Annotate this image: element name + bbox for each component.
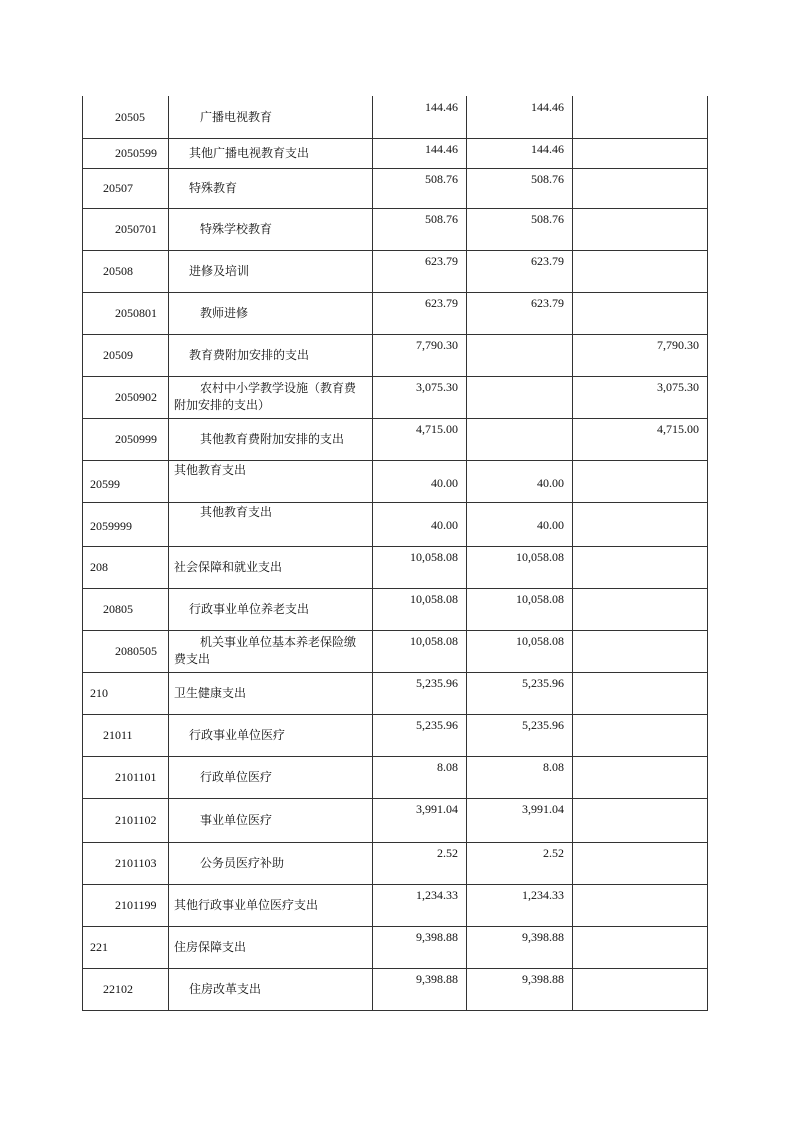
- row-code: 2050902: [115, 390, 157, 404]
- row-code: 22102: [103, 982, 133, 996]
- row-name: 住房改革支出: [189, 982, 262, 996]
- amount-col-1: 9,398.88: [416, 972, 458, 986]
- row-name: 其他教育支出: [200, 505, 273, 519]
- table-column-line: [466, 96, 467, 1010]
- table-row-line: [82, 168, 708, 169]
- row-name: 机关事业单位基本养老保险缴费支出: [174, 635, 357, 666]
- amount-col-2: 623.79: [531, 296, 564, 310]
- amount-col-2: 40.00: [537, 476, 564, 490]
- row-name: 农村中小学教学设施（教育费附加安排的支出）: [174, 381, 357, 412]
- row-code: 2101199: [115, 898, 157, 912]
- row-name: 进修及培训: [189, 264, 250, 278]
- amount-col-1: 508.76: [425, 212, 458, 226]
- amount-col-1: 4,715.00: [416, 422, 458, 436]
- row-code: 2050599: [115, 146, 157, 160]
- row-code: 2080505: [115, 644, 157, 658]
- row-name: 事业单位医疗: [200, 813, 273, 827]
- amount-col-2: 2.52: [543, 846, 564, 860]
- amount-col-1: 2.52: [437, 846, 458, 860]
- amount-col-2: 508.76: [531, 172, 564, 186]
- row-code: 2050801: [115, 306, 157, 320]
- amount-col-1: 7,790.30: [416, 338, 458, 352]
- table-row-line: [82, 418, 708, 419]
- row-code: 20507: [103, 181, 133, 195]
- table-column-line: [372, 96, 373, 1010]
- row-code: 20805: [103, 602, 133, 616]
- amount-col-1: 10,058.08: [410, 592, 458, 606]
- row-name: 公务员医疗补助: [200, 856, 285, 870]
- amount-col-1: 40.00: [431, 476, 458, 490]
- row-code: 20508: [103, 264, 133, 278]
- amount-col-1: 508.76: [425, 172, 458, 186]
- amount-col-1: 3,991.04: [416, 802, 458, 816]
- table-row-line: [82, 334, 708, 335]
- table-row-line: [82, 138, 708, 139]
- amount-col-1: 3,075.30: [416, 380, 458, 394]
- row-name: 特殊学校教育: [200, 222, 273, 236]
- table-row-line: [82, 208, 708, 209]
- amount-col-2: 5,235.96: [522, 676, 564, 690]
- amount-col-1: 5,235.96: [416, 718, 458, 732]
- table-row-line: [82, 672, 708, 673]
- amount-col-2: 9,398.88: [522, 972, 564, 986]
- row-code: 210: [90, 686, 108, 700]
- row-name: 广播电视教育: [200, 110, 273, 124]
- row-name: 教育费附加安排的支出: [189, 348, 310, 362]
- row-code: 2101102: [115, 813, 157, 827]
- table-row-line: [82, 292, 708, 293]
- table-row-line: [82, 926, 708, 927]
- amount-col-2: 144.46: [531, 142, 564, 156]
- row-name: 行政事业单位养老支出: [189, 602, 310, 616]
- amount-col-1: 8.08: [437, 760, 458, 774]
- row-code: 2101101: [115, 770, 157, 784]
- table-row-line: [82, 756, 708, 757]
- table-row-line: [82, 376, 708, 377]
- row-name: 行政单位医疗: [200, 770, 273, 784]
- amount-col-1: 1,234.33: [416, 888, 458, 902]
- amount-col-1: 10,058.08: [410, 634, 458, 648]
- amount-col-3: 3,075.30: [657, 380, 699, 394]
- table-column-line: [707, 96, 708, 1010]
- table-row-line: [82, 1010, 708, 1011]
- row-name: 其他教育支出: [174, 463, 247, 477]
- amount-col-2: 8.08: [543, 760, 564, 774]
- row-code: 20599: [90, 477, 120, 491]
- table-row-line: [82, 546, 708, 547]
- amount-col-2: 144.46: [531, 100, 564, 114]
- table-row-line: [82, 798, 708, 799]
- table-row-line: [82, 460, 708, 461]
- amount-col-1: 144.46: [425, 142, 458, 156]
- row-code: 221: [90, 940, 108, 954]
- table-row-line: [82, 968, 708, 969]
- row-code: 21011: [103, 728, 133, 742]
- table-row-line: [82, 588, 708, 589]
- amount-col-2: 10,058.08: [516, 592, 564, 606]
- row-name: 其他行政事业单位医疗支出: [174, 898, 319, 912]
- row-name: 其他教育费附加安排的支出: [200, 432, 345, 446]
- amount-col-2: 40.00: [537, 518, 564, 532]
- amount-col-1: 623.79: [425, 254, 458, 268]
- amount-col-1: 10,058.08: [410, 550, 458, 564]
- table-column-line: [572, 96, 573, 1010]
- row-name: 行政事业单位医疗: [189, 728, 286, 742]
- row-code: 20505: [115, 110, 145, 124]
- row-code: 20509: [103, 348, 133, 362]
- amount-col-3: 7,790.30: [657, 338, 699, 352]
- row-name: 卫生健康支出: [174, 686, 247, 700]
- amount-col-2: 5,235.96: [522, 718, 564, 732]
- row-name: 特殊教育: [189, 181, 238, 195]
- amount-col-1: 5,235.96: [416, 676, 458, 690]
- amount-col-1: 144.46: [425, 100, 458, 114]
- table-column-line: [168, 96, 169, 1010]
- amount-col-3: 4,715.00: [657, 422, 699, 436]
- amount-col-2: 10,058.08: [516, 550, 564, 564]
- row-code: 2059999: [90, 519, 132, 533]
- row-name: 住房保障支出: [174, 940, 247, 954]
- amount-col-1: 9,398.88: [416, 930, 458, 944]
- amount-col-2: 9,398.88: [522, 930, 564, 944]
- table-row-line: [82, 714, 708, 715]
- amount-col-1: 623.79: [425, 296, 458, 310]
- row-code: 2050999: [115, 432, 157, 446]
- row-name: 其他广播电视教育支出: [189, 146, 310, 160]
- table-row-line: [82, 502, 708, 503]
- amount-col-2: 10,058.08: [516, 634, 564, 648]
- table-row-line: [82, 250, 708, 251]
- amount-col-2: 1,234.33: [522, 888, 564, 902]
- table-row-line: [82, 842, 708, 843]
- row-code: 2101103: [115, 856, 157, 870]
- amount-col-2: 623.79: [531, 254, 564, 268]
- row-code: 208: [90, 560, 108, 574]
- row-name: 社会保障和就业支出: [174, 560, 283, 574]
- amount-col-1: 40.00: [431, 518, 458, 532]
- amount-col-2: 508.76: [531, 212, 564, 226]
- table-row-line: [82, 630, 708, 631]
- table-row-line: [82, 884, 708, 885]
- row-code: 2050701: [115, 222, 157, 236]
- row-name: 教师进修: [200, 306, 249, 320]
- amount-col-2: 3,991.04: [522, 802, 564, 816]
- table-column-line: [82, 96, 83, 1010]
